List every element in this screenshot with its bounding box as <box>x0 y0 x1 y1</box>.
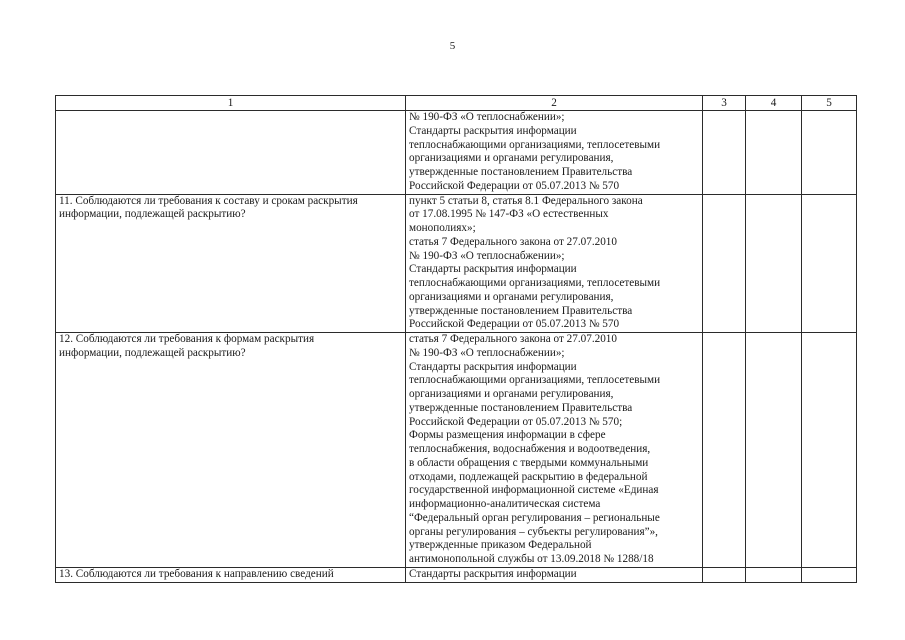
table-row <box>56 333 857 568</box>
table-header-row <box>56 96 857 111</box>
legal-reference-cell <box>406 111 703 195</box>
answer-cell-col3 <box>703 333 746 568</box>
reference-line: от 17.08.1995 № 147-ФЗ «О естественных <box>409 208 609 221</box>
reference-line: № 190-ФЗ «О теплоснабжении»; <box>409 346 565 359</box>
reference-line: утвержденные постановлением Правительства <box>409 304 633 317</box>
reference-line: пункт 5 статьи 8, статья 8.1 Федерального закона <box>409 194 643 207</box>
page-number: 5 <box>449 40 456 52</box>
answer-cell-col3 <box>703 567 746 582</box>
answer-cell-col4 <box>746 333 802 568</box>
reference-line: организациями и органами регулирования, <box>409 152 614 165</box>
question-line: 13. Соблюдаются ли требования к направлению сведений <box>59 567 334 580</box>
reference-line: статья 7 Федерального закона от 27.07.2010 <box>409 235 617 248</box>
question-line: информации, подлежащей раскрытию? <box>59 346 246 359</box>
question-cell <box>56 194 406 333</box>
legal-reference-cell <box>406 333 703 568</box>
legal-reference-cell <box>406 194 703 333</box>
answer-cell-col5 <box>802 194 857 333</box>
table-row <box>56 194 857 333</box>
reference-line: антимонопольной службы от 13.09.2018 № 1288/18 <box>409 553 654 565</box>
table-row <box>56 111 857 195</box>
column-header-5: 5 <box>802 96 857 111</box>
reference-line: утвержденные постановлением Правительства <box>409 401 633 414</box>
column-header-3: 3 <box>703 96 746 111</box>
reference-line: Стандарты раскрытия информации <box>409 360 577 373</box>
reference-line: в области обращения с твердыми коммунальными <box>409 456 649 469</box>
reference-line: организациями и органами регулирования, <box>409 388 614 400</box>
reference-line: государственной информационной системе «Единая <box>409 484 659 497</box>
column-header-1: 1 <box>56 96 406 111</box>
reference-line: статья 7 Федерального закона от 27.07.2010 <box>409 333 617 345</box>
answer-cell-col3 <box>703 111 746 195</box>
legal-reference-cell <box>406 567 703 582</box>
reference-line: Российской Федерации от 05.07.2013 № 570 <box>409 318 620 331</box>
reference-line: органы регулирования – субъекты регулирования”», <box>409 525 658 538</box>
checklist-table <box>55 95 857 583</box>
answer-cell-col5 <box>802 567 857 582</box>
reference-line: № 190-ФЗ «О теплоснабжении»; <box>409 249 565 262</box>
reference-line: утвержденные приказом Федеральной <box>409 539 592 552</box>
reference-line: Стандарты раскрытия информации <box>409 124 577 137</box>
reference-line: теплоснабжения, водоснабжения и водоотведения, <box>409 443 651 455</box>
answer-cell-col3 <box>703 194 746 333</box>
column-header-4: 4 <box>746 96 802 111</box>
reference-line: информационно-аналитическая система <box>409 498 601 510</box>
reference-line: теплоснабжающими организациями, теплосетевыми <box>409 277 661 289</box>
answer-cell-col4 <box>746 111 802 195</box>
reference-line: отходами, подлежащей раскрытию в федеральной <box>409 470 648 483</box>
answer-cell-col4 <box>746 194 802 333</box>
reference-line: Формы размещения информации в сфере <box>409 429 606 442</box>
reference-line: Стандарты раскрытия информации <box>409 263 577 276</box>
reference-line: теплоснабжающими организациями, теплосетевыми <box>409 374 661 387</box>
answer-cell-col4 <box>746 567 802 582</box>
reference-line: Российской Федерации от 05.07.2013 № 570 <box>409 179 620 192</box>
question-cell <box>56 111 406 195</box>
answer-cell-col5 <box>802 333 857 568</box>
column-header-2: 2 <box>406 96 703 111</box>
reference-line: Стандарты раскрытия информации <box>409 567 577 580</box>
reference-line: Российской Федерации от 05.07.2013 № 570; <box>409 415 623 428</box>
question-line: 12. Соблюдаются ли требования к формам раскрытия <box>59 333 315 345</box>
reference-line: монополиях»; <box>409 222 476 234</box>
question-line: 11. Соблюдаются ли требования к составу и срокам раскрытия <box>59 194 358 207</box>
question-cell <box>56 333 406 568</box>
reference-line: утвержденные постановлением Правительства <box>409 166 633 178</box>
answer-cell-col5 <box>802 111 857 195</box>
reference-line: “Федеральный орган регулирования – региональные <box>409 511 660 524</box>
question-cell <box>56 567 406 582</box>
reference-line: № 190-ФЗ «О теплоснабжении»; <box>409 111 565 123</box>
reference-line: теплоснабжающими организациями, теплосетевыми <box>409 138 661 151</box>
table-row <box>56 567 857 582</box>
question-line: информации, подлежащей раскрытию? <box>59 208 246 221</box>
reference-line: организациями и органами регулирования, <box>409 290 614 303</box>
